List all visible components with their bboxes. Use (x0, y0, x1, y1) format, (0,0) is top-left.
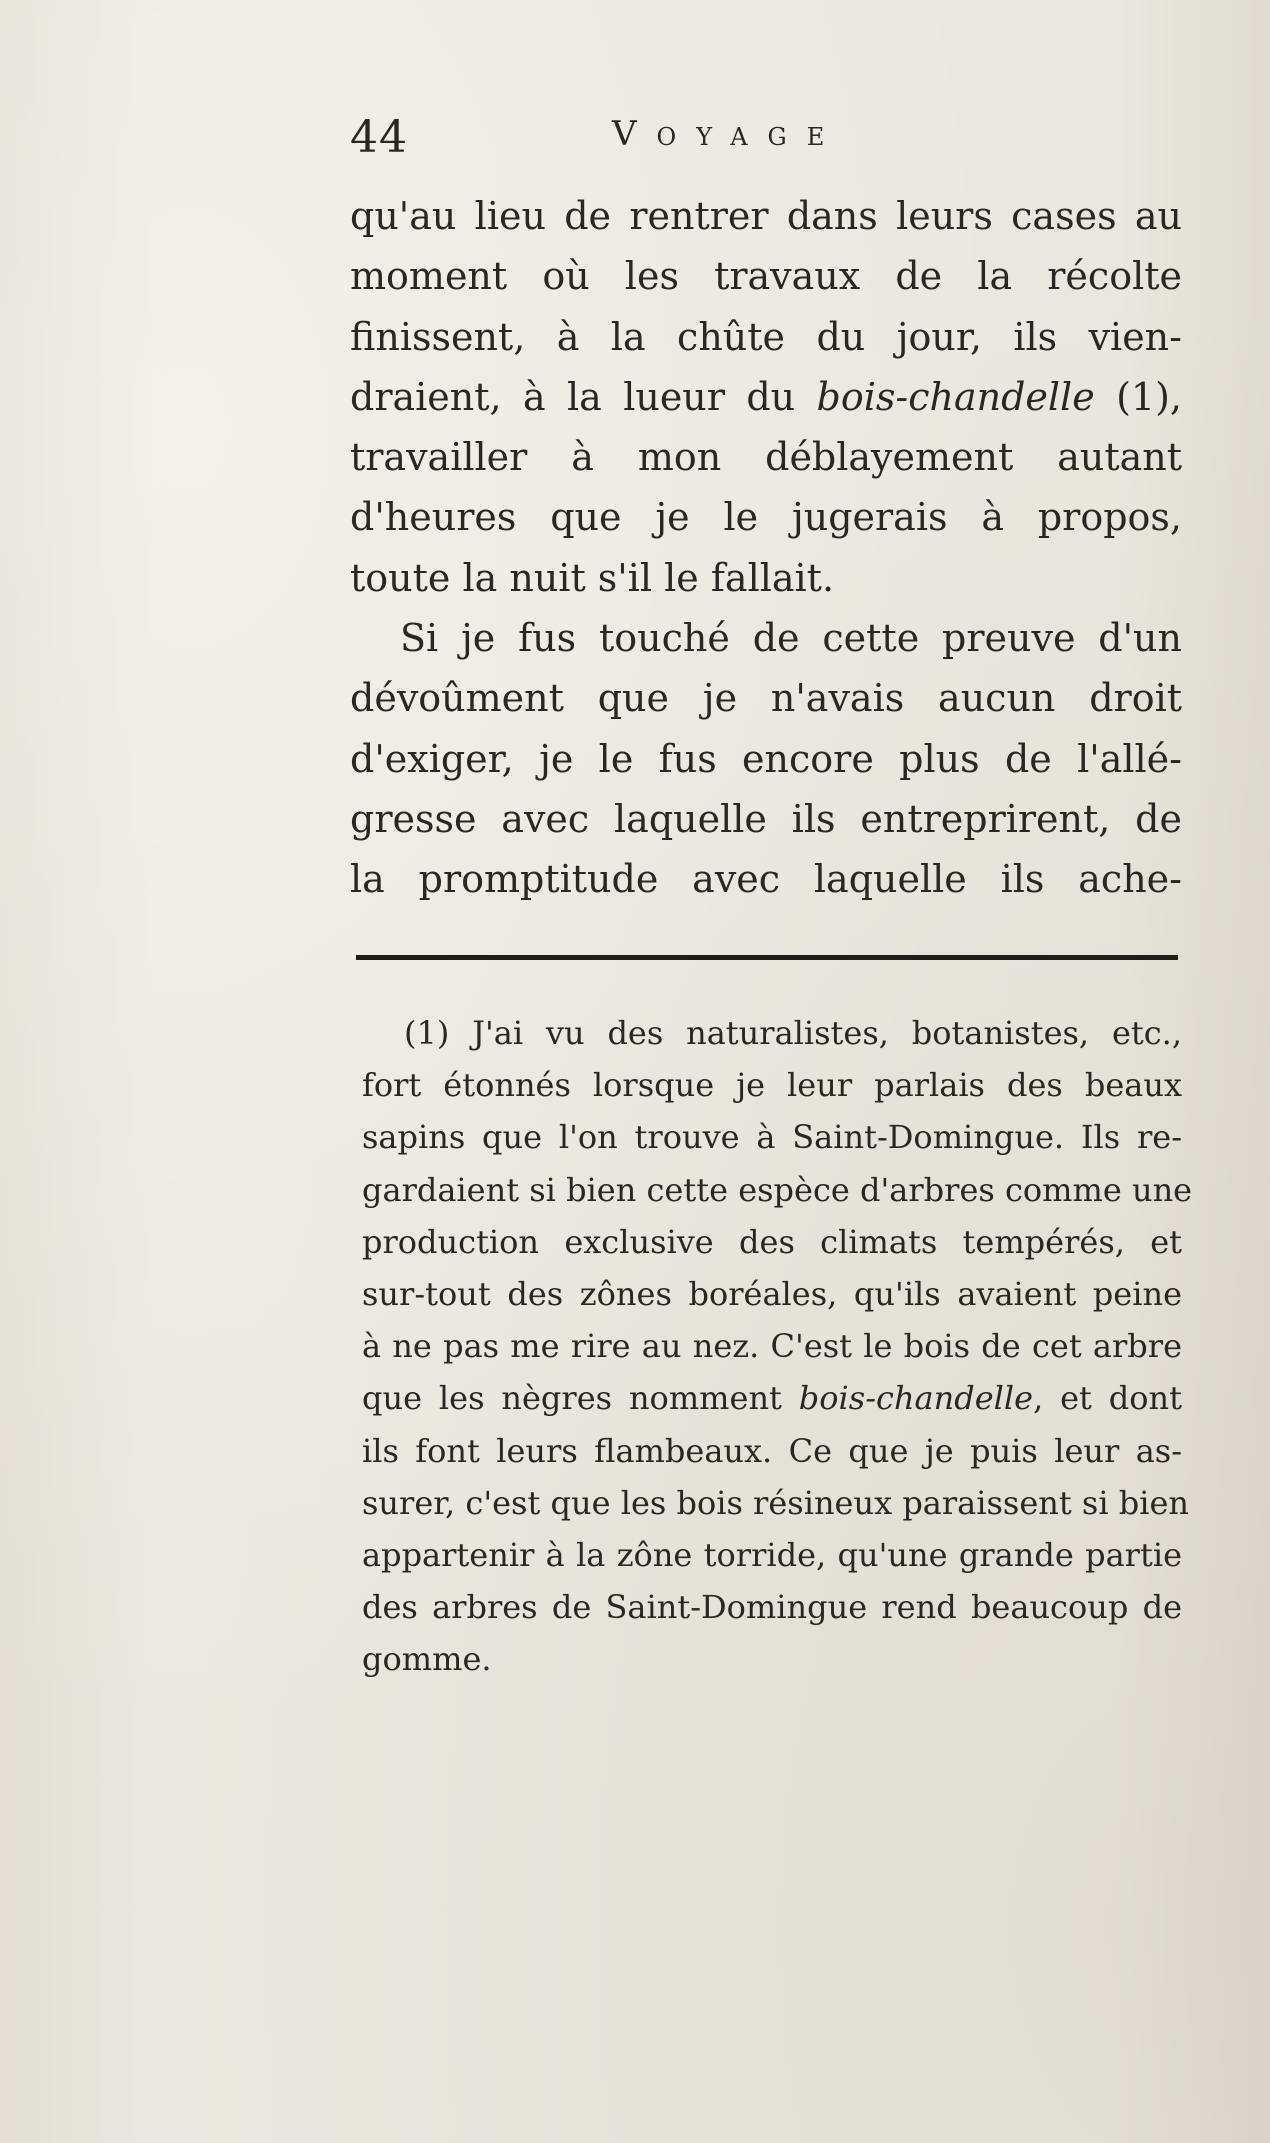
text-fragment: draient, à la lueur du (350, 374, 817, 419)
footnote-reference: (1), (1094, 374, 1182, 419)
footnote-line (362, 1372, 1182, 1424)
footnote-line: gardaient si bien cette espèce d'arbres comme une (362, 1170, 1193, 1209)
text-line: moment où les travaux de la récolte (350, 254, 1182, 299)
footnote-line: sur-tout des zônes boréales, qu'ils avaient peine (362, 1274, 1182, 1313)
footnote-line: fort étonnés lorsque je leur parlais des beaux (362, 1066, 1182, 1105)
running-title: Voyage (612, 114, 845, 154)
footnote-line: ils font leurs flambeaux. Ce que je puis leur as- (362, 1431, 1182, 1470)
text-line: travailler à mon déblayement autant (350, 435, 1182, 480)
footnote-line: production exclusive des climats tempérés, et (362, 1222, 1182, 1261)
text-line: finissent, à la chûte du jour, ils vien- (350, 314, 1182, 359)
text-line: Si je fus touché de cette preuve d'un (400, 616, 1182, 661)
italic-term: bois-chandelle (798, 1379, 1034, 1418)
footnote-line: sapins que l'on trouve à Saint-Domingue. Ils re- (362, 1118, 1182, 1157)
text-line: dévoûment que je n'avais aucun droit (350, 676, 1182, 721)
footnote-line: (1) J'ai vu des naturalistes, botanistes, etc., (404, 1014, 1182, 1052)
footnote-line: des arbres de Saint-Domingue rend beaucoup de (362, 1588, 1182, 1627)
page-header (350, 112, 1180, 172)
text-line: gresse avec laquelle ils entreprirent, de (350, 796, 1182, 841)
footnote-line: surer, c'est que les bois résineux paraissent si bien (362, 1483, 1189, 1522)
text-line: toute la nuit s'il le fallait. (350, 555, 835, 600)
footnote-block (362, 1007, 1193, 1685)
text-fragment: , et dont (1033, 1379, 1183, 1418)
italic-term: bois-chandelle (816, 374, 1095, 419)
page-number: 44 (350, 112, 408, 163)
text-line (350, 367, 1182, 427)
main-text-block (350, 186, 1182, 910)
footnote-line: appartenir à la zône torride, qu'une grande partie (362, 1535, 1182, 1574)
text-line: d'heures que je le jugerais à propos, (350, 495, 1182, 540)
footnote-line: gomme. (362, 1640, 492, 1679)
footnote-line: à ne pas me rire au nez. C'est le bois de cet arbre (362, 1327, 1182, 1366)
footnote-divider (356, 955, 1178, 960)
text-line: d'exiger, je le fus encore plus de l'allé- (350, 736, 1182, 781)
text-line: qu'au lieu de rentrer dans leurs cases au (350, 194, 1182, 238)
text-line: la promptitude avec laquelle ils ache- (350, 857, 1182, 902)
text-fragment: que les nègres nomment (362, 1379, 799, 1418)
